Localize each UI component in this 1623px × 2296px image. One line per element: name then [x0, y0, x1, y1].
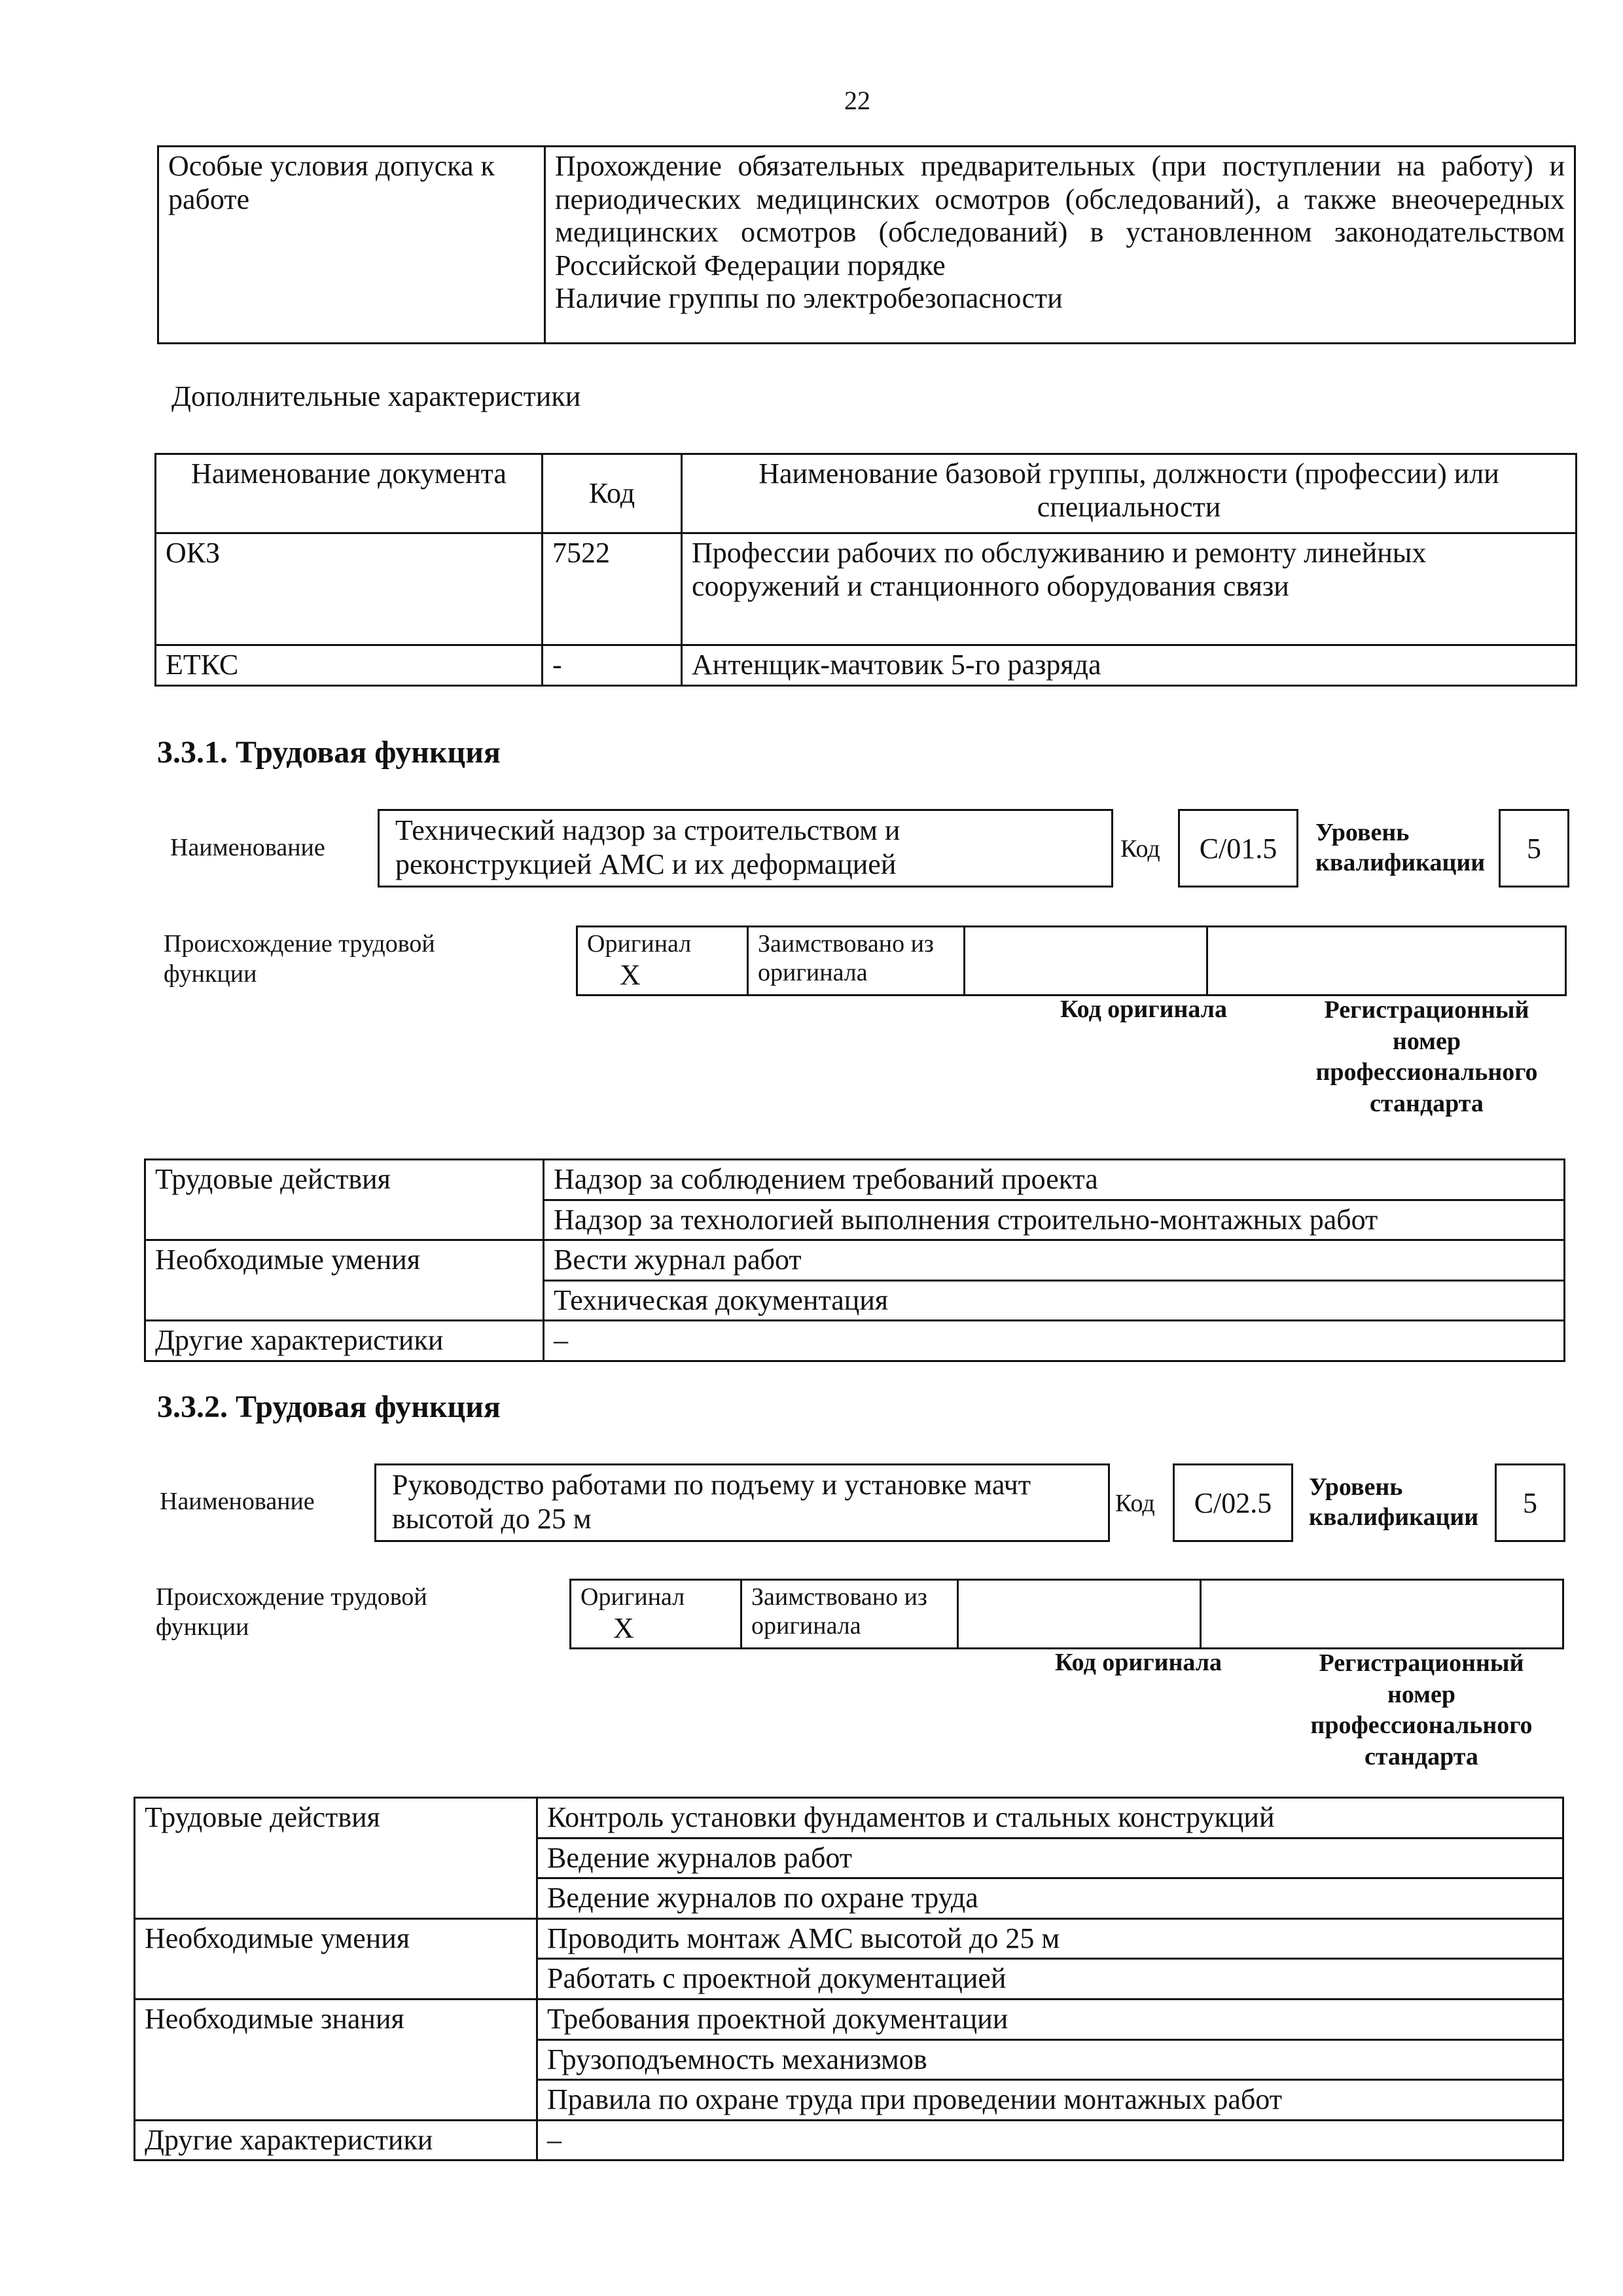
function-332-code-box: C/02.5 — [1173, 1463, 1293, 1542]
function-331-name-label: Наименование — [170, 834, 325, 861]
cell-document: ЕТКС — [156, 645, 543, 686]
skill-item: Вести журнал работ — [544, 1240, 1565, 1281]
origin-reg-cell — [1207, 927, 1566, 996]
conditions-value — [545, 147, 1575, 344]
other-value: – — [537, 2120, 1563, 2161]
conditions-line: Наличие группы по электробезопасности — [555, 282, 1063, 315]
origin-original-label: Оригинал — [587, 930, 692, 958]
function-331-level-label: Уровень квалификации — [1315, 819, 1486, 876]
origin-borrowed-label: Заимствовано из оригинала — [748, 927, 965, 996]
cell-group: Профессии рабочих по обслуживанию и ремонту линейных сооружений и станционного оборудования связи — [682, 533, 1577, 645]
conditions-line: Прохождение обязательных предварительных (при поступлении на работу) и периодических медицинских осмотров (обследований), а также внеочередных медицинских осмотров (обследований) в установленном законодательством Российской Федерации порядке — [555, 150, 1565, 281]
function-332-name-label: Наименование — [160, 1488, 315, 1515]
function-331-heading: 3.3.1. Трудовая функция — [157, 735, 501, 770]
function-331-code-box: C/01.5 — [1178, 809, 1298, 888]
knowledge-item: Грузоподъемность механизмов — [537, 2039, 1563, 2080]
function-331-name-box: Технический надзор за строительством и реконструкцией АМС и их деформацией — [378, 809, 1113, 888]
action-item: Ведение журналов работ — [537, 1838, 1563, 1878]
other-label: Другие характеристики — [145, 1321, 544, 1361]
origin-code-cell — [958, 1580, 1201, 1649]
function-332-level-box: 5 — [1495, 1463, 1565, 1542]
actions-label: Трудовые действия — [145, 1160, 544, 1240]
additional-heading: Дополнительные характеристики — [171, 380, 581, 412]
function-332-heading: 3.3.2. Трудовая функция — [157, 1390, 501, 1424]
skill-item: Проводить монтаж АМС высотой до 25 м — [537, 1918, 1563, 1959]
knowledge-item: Правила по охране труда при проведении монтажных работ — [537, 2080, 1563, 2121]
cell-group: Антенщик-мачтовик 5-го разряда — [682, 645, 1577, 686]
table-row — [156, 645, 1577, 686]
skills-label: Необходимые умения — [145, 1240, 544, 1321]
function-332-origin-table — [569, 1579, 1564, 1649]
col-header-code: Код — [543, 454, 682, 533]
function-332-name-box: Руководство работами по подъему и установке мачт высотой до 25 м — [374, 1463, 1110, 1542]
reg-number-caption: Регистрационный номер профессионального стандарта — [1310, 1649, 1533, 1770]
function-331-origin-table — [576, 925, 1567, 996]
action-item: Надзор за технологией выполнения строительно-монтажных работ — [544, 1200, 1565, 1240]
cell-code: 7522 — [543, 533, 682, 645]
function-332-code-label: Код — [1115, 1490, 1155, 1517]
function-331-details-table — [144, 1158, 1565, 1362]
function-332-origin-label: Происхождение трудовой функции — [156, 1583, 427, 1641]
code-original-caption: Код оригинала — [1060, 996, 1228, 1023]
code-original-caption: Код оригинала — [1055, 1649, 1222, 1676]
knowledge-item: Требования проектной документации — [537, 1999, 1563, 2039]
function-331-origin-label: Происхождение трудовой функции — [164, 930, 435, 988]
origin-reg-cell — [1201, 1580, 1563, 1649]
conditions-label: Особые условия допуска к работе — [158, 147, 545, 344]
additional-table — [154, 453, 1577, 687]
origin-original-mark: X — [620, 958, 641, 991]
origin-original-label: Оригинал — [580, 1583, 685, 1611]
origin-borrowed-label: Заимствовано из оригинала — [741, 1580, 958, 1649]
knowledge-label: Необходимые знания — [135, 1999, 537, 2120]
other-value: – — [544, 1321, 1565, 1361]
origin-original-mark: X — [613, 1611, 634, 1644]
conditions-table — [157, 145, 1576, 344]
skill-item: Работать с проектной документацией — [537, 1959, 1563, 2000]
function-331-level-box: 5 — [1499, 809, 1569, 888]
cell-document: ОКЗ — [156, 533, 543, 645]
function-332-details-table — [134, 1797, 1564, 2161]
action-item: Надзор за соблюдением требований проекта — [544, 1160, 1565, 1200]
function-332-level-label: Уровень квалификации — [1309, 1473, 1479, 1531]
actions-label: Трудовые действия — [135, 1798, 537, 1919]
function-331-code-label: Код — [1120, 835, 1160, 863]
action-item: Ведение журналов по охране труда — [537, 1878, 1563, 1919]
page-number: 22 — [844, 86, 870, 115]
col-header-group: Наименование базовой группы, должности (профессии) или специальности — [682, 454, 1577, 533]
other-label: Другие характеристики — [135, 2120, 537, 2161]
skill-item: Техническая документация — [544, 1280, 1565, 1321]
skills-label: Необходимые умения — [135, 1918, 537, 1999]
origin-code-cell — [965, 927, 1207, 996]
reg-number-caption: Регистрационный номер профессионального стандарта — [1315, 996, 1538, 1117]
origin-original-cell — [577, 927, 748, 996]
cell-code: - — [543, 645, 682, 686]
origin-original-cell — [571, 1580, 741, 1649]
table-row — [156, 533, 1577, 645]
action-item: Контроль установки фундаментов и стальных конструкций — [537, 1798, 1563, 1839]
col-header-document: Наименование документа — [156, 454, 543, 533]
